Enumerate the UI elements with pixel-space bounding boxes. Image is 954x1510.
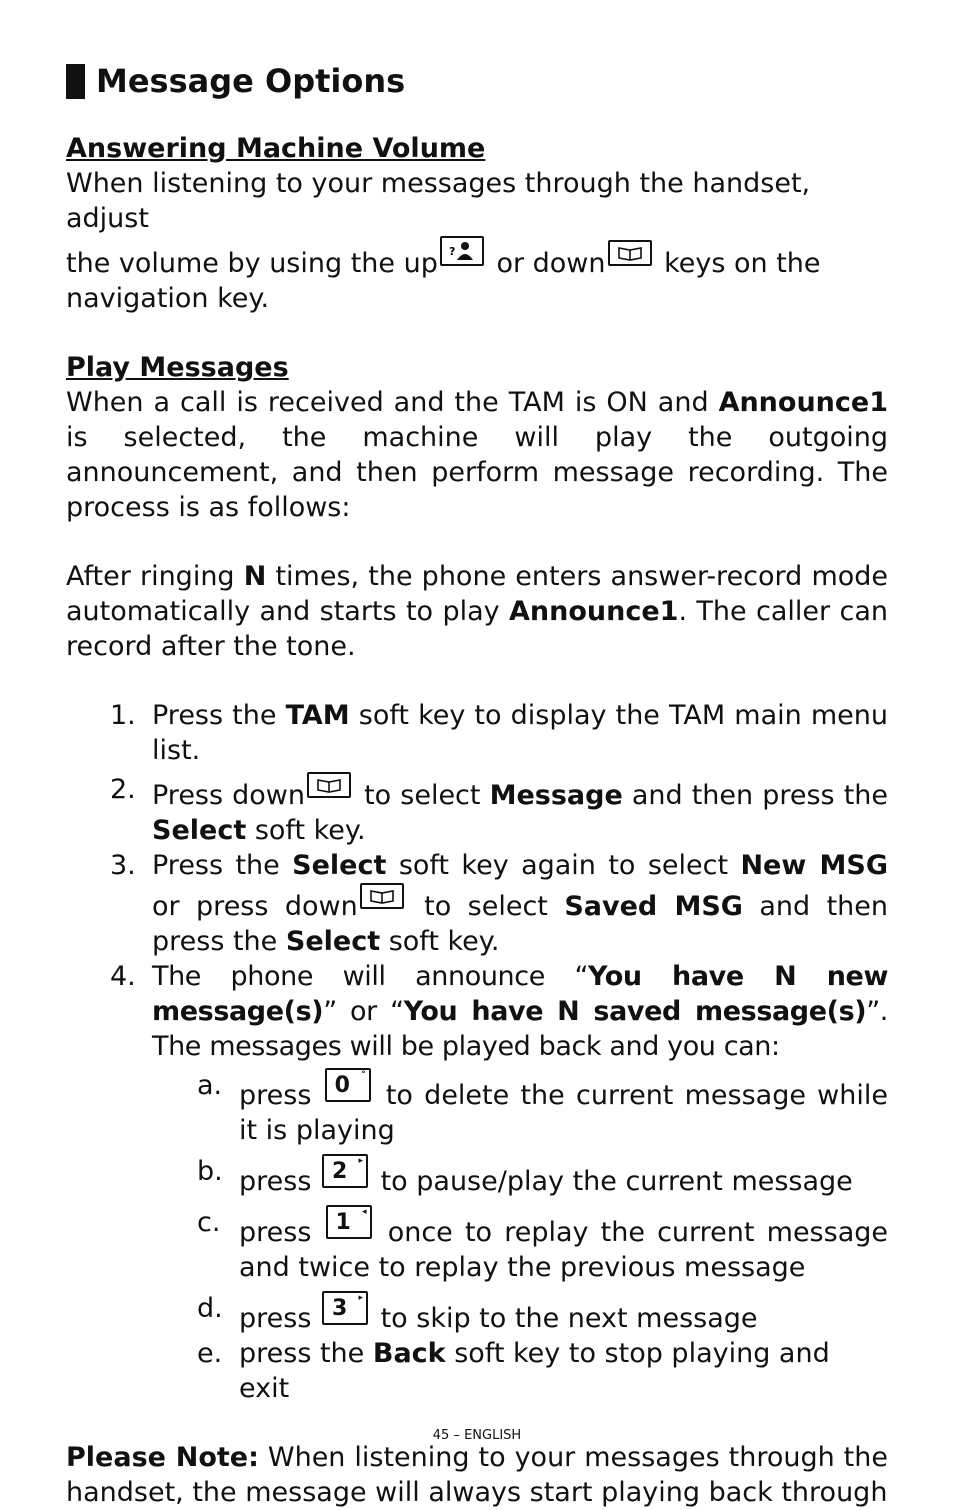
substeps-list	[66, 1068, 888, 1406]
open-book-icon	[307, 772, 351, 798]
list-item: 4. The phone will announce “You have N new message(s)” or “You have N saved message(s)”. The messages will be played back and you can:	[110, 961, 888, 1062]
play-paragraph-1: When a call is received and the TAM is ON and Announce1 is selected, the machine will play the outgoing announcement, and then perform message recording. The process is as follows:	[66, 387, 888, 523]
title-bar-marker	[66, 64, 85, 99]
list-item: 1. Press the TAM soft key to display the TAM main menu list.	[110, 700, 888, 766]
page-title-text: Message Options	[96, 61, 406, 100]
key-1-replay-icon: 1 ◂	[326, 1205, 372, 1239]
key-2-pause-icon: 2 ▸	[322, 1154, 368, 1188]
open-book-icon	[360, 883, 404, 909]
volume-paragraph: When listening to your messages through the handset, adjust the volume by using the up ? or down keys on the navigation key.	[66, 168, 821, 314]
key-3-skip-icon: 3 ▸	[322, 1291, 368, 1325]
list-item: d. press 3 ▸ to skip to the next message	[197, 1293, 758, 1334]
page-title	[66, 60, 888, 102]
phonebook-person-icon	[440, 236, 484, 266]
key-0-icon: 0 °	[325, 1068, 371, 1102]
page-content	[66, 60, 888, 1510]
please-note: Please Note: When listening to your messages through the handset, the message will always start playing back through	[66, 1442, 888, 1508]
page-footer: 45 – ENGLISH	[432, 1428, 522, 1443]
section-heading-play: Play Messages	[66, 352, 289, 383]
list-item: e. press the Back soft key to stop playing and exit	[197, 1338, 830, 1404]
svg-text:?: ?	[448, 245, 456, 258]
list-item: 3. Press the Select soft key again to select New MSG or press down to select Saved MSG and then press the Select soft key.	[110, 850, 889, 957]
list-item: a. press 0 ° to delete the current message while it is playing	[197, 1070, 888, 1146]
steps-list	[66, 698, 888, 1064]
list-item: 2. Press down to select Message and then press the Select soft key.	[110, 774, 889, 846]
list-item: c. press 1 ◂ once to replay the current message and twice to replay the previous message	[197, 1207, 888, 1283]
section-heading-volume: Answering Machine Volume	[66, 133, 486, 164]
open-book-icon	[608, 240, 652, 266]
list-item: b. press 2 ▸ to pause/play the current message	[197, 1156, 853, 1197]
play-paragraph-2: After ringing N times, the phone enters answer-record mode automatically and starts to play Announce1. The caller can record after the tone.	[66, 561, 889, 662]
